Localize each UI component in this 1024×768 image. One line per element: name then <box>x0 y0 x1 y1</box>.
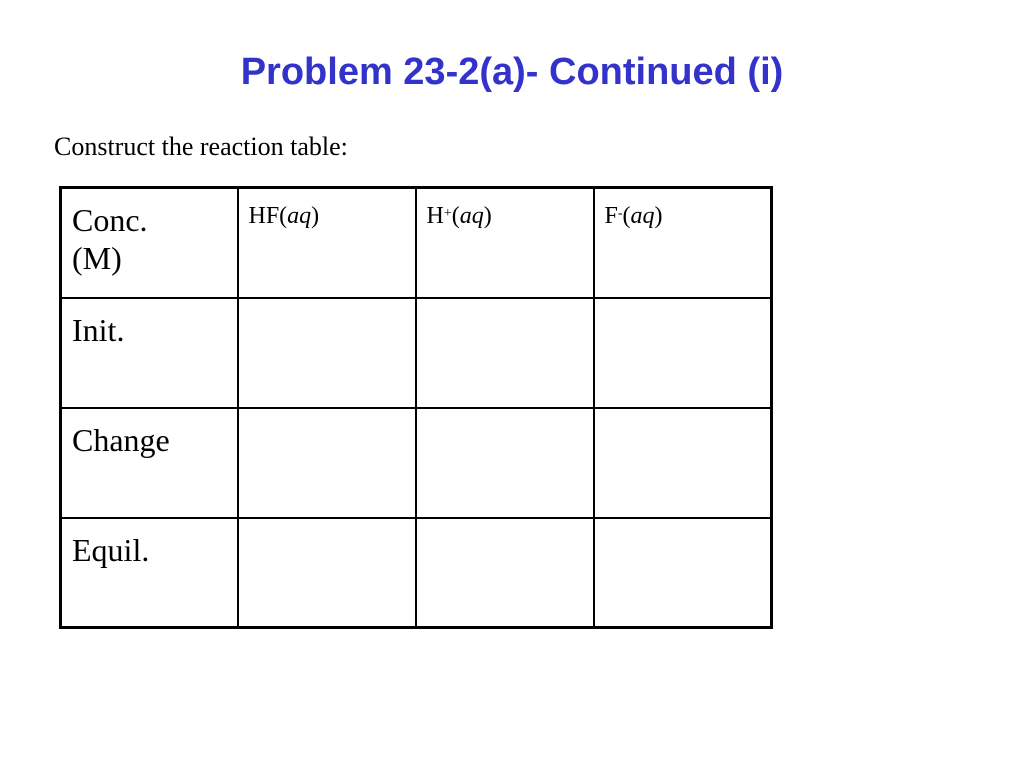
corner-line-2: (M) <box>72 240 122 276</box>
table-cell <box>416 518 594 628</box>
reaction-table <box>59 186 773 629</box>
row-label-init: Init. <box>61 298 238 408</box>
column-header-f-minus: F-(aq) <box>594 188 772 298</box>
table-cell <box>238 298 416 408</box>
table-cell <box>416 408 594 518</box>
table-cell <box>594 518 772 628</box>
column-header-h-plus: H+(aq) <box>416 188 594 298</box>
table-cell <box>416 298 594 408</box>
table-row-change <box>61 408 772 518</box>
table-cell <box>238 518 416 628</box>
corner-header <box>61 188 238 298</box>
table-cell <box>594 408 772 518</box>
instruction-text: Construct the reaction table: <box>54 132 348 161</box>
row-label-equil: Equil. <box>61 518 238 628</box>
table-row-init <box>61 298 772 408</box>
corner-line-1: Conc. <box>72 202 148 238</box>
table-header-row <box>61 188 772 298</box>
slide-title: Problem 23-2(a)- Continued (i) <box>240 51 784 93</box>
column-header-hf: HF(aq) <box>238 188 416 298</box>
row-label-change: Change <box>61 408 238 518</box>
table-cell <box>238 408 416 518</box>
table-row-equil <box>61 518 772 628</box>
table-cell <box>594 298 772 408</box>
